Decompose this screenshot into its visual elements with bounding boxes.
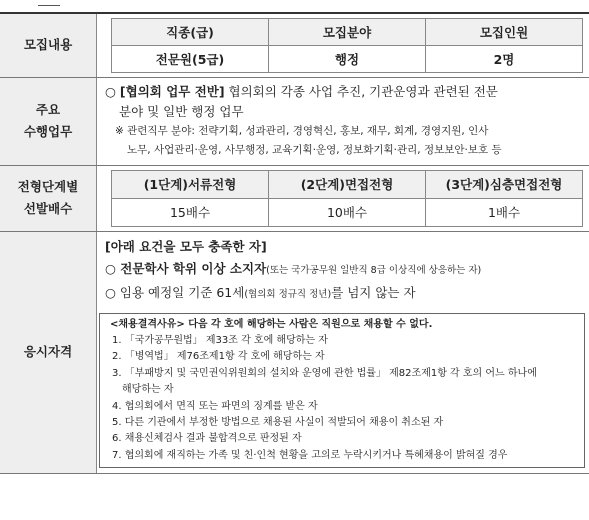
selection-header-row	[112, 170, 583, 198]
recruit-row	[0, 13, 589, 77]
recruit-value-row	[112, 45, 583, 72]
stage-2-value: 10배수	[269, 198, 426, 226]
stage-2-header: (2단계)면접전형	[269, 170, 426, 198]
disqualification-item: 4. 협의회에서 면직 또는 파면의 징계를 받은 자	[112, 400, 318, 412]
value-field: 행정	[269, 45, 426, 72]
disqualification-item: 1. 「국가공무원법」 제33조 각 호에 해당하는 자	[112, 334, 328, 346]
duties-label-2: 수행업무	[23, 124, 73, 139]
col-count: 모집인원	[426, 18, 583, 45]
duties-row	[0, 77, 589, 165]
recruitment-table	[0, 12, 589, 474]
stage-3-header: (3단계)심층면접전형	[426, 170, 583, 198]
value-count: 2명	[426, 45, 583, 72]
selection-row	[0, 165, 589, 231]
value-job-grade: 전문원(5급)	[112, 45, 269, 72]
disqualification-box	[99, 313, 585, 469]
selection-label-2: 선발배수	[23, 201, 73, 216]
duties-main-text-1: 협의회의 각종 사업 추진, 기관운영과 관련된 전문	[224, 83, 498, 99]
duties-note	[105, 122, 583, 160]
requirement-age-a: ○ 임용 예정일 기준 61세	[105, 284, 245, 300]
duties-note-line-1: ※ 관련직무 분야: 전략기획, 성과관리, 경영혁신, 홍보, 재무, 회계, 경영지원, 인사	[115, 124, 489, 137]
recruit-header-row	[112, 18, 583, 45]
col-field: 모집분야	[269, 18, 426, 45]
requirement-age-b: 를 넘지 않는 자	[331, 284, 416, 300]
recruit-label: 모집내용	[0, 13, 97, 77]
requirement-degree-main: ○ 전문학사 학위 이상 소지자	[105, 260, 267, 276]
requirement-degree	[105, 258, 583, 282]
disqualification-item: 3. 「부패방지 및 국민권익위원회의 설치와 운영에 관한 법률」 제82조제1항 각 호의 어느 하나에	[112, 367, 537, 379]
stage-1-header: (1단계)서류전형	[112, 170, 269, 198]
recruit-inner-table	[111, 18, 583, 73]
top-decoration	[0, 0, 589, 6]
selection-value-row	[112, 198, 583, 226]
disqualification-item: 6. 채용신체검사 결과 불합격으로 판정된 자	[112, 433, 302, 445]
qualification-heading: [아래 요건을 모두 충족한 자]	[105, 238, 267, 254]
duties-bullet: ○	[105, 83, 116, 99]
disqualification-item: 2. 「병역법」 제76조제1항 각 호에 해당하는 자	[112, 351, 325, 363]
disqualification-title: <채용결격사유> 다음 각 호에 해당하는 사람은 직원으로 채용할 수 없다.	[110, 318, 433, 330]
qualification-content	[97, 232, 589, 311]
stage-1-value: 15배수	[112, 198, 269, 226]
duties-note-line-2: 노무, 사업관리·운영, 사무행정, 교육기획·운영, 정보화기획·관리, 정보보안·보호 등	[127, 143, 502, 156]
qualification-label: 응시자격	[0, 231, 97, 474]
requirement-age-note: (협의회 정규직 정년)	[244, 288, 332, 300]
stage-3-value: 1배수	[426, 198, 583, 226]
duties-content	[97, 78, 589, 165]
duties-label-1: 주요	[35, 102, 61, 117]
disqualification-item-continuation: 해당하는 자	[122, 384, 174, 396]
duties-main-bold: [협의회 업무 전반]	[119, 83, 225, 99]
selection-label-1: 전형단계별	[17, 179, 79, 194]
duties-main-text-2: 분야 및 일반 행정 업무	[119, 103, 244, 119]
disqualification-item: 5. 다른 기관에서 부정한 방법으로 채용된 사실이 적발되어 채용이 취소된 자	[112, 416, 444, 428]
duties-main	[105, 82, 583, 102]
col-job-grade: 직종(급)	[112, 18, 269, 45]
selection-inner-table	[111, 170, 583, 227]
top-stub-line	[38, 0, 60, 6]
qualification-row	[0, 231, 589, 474]
requirement-degree-note: (또는 국가공무원 일반직 8급 이상직에 상응하는 자)	[266, 264, 482, 276]
disqualification-item: 7. 협의회에 재직하는 가족 및 친·인척 현황을 고의로 누락시키거나 특혜채용이 밝혀질 경우	[112, 449, 508, 461]
requirement-age	[105, 282, 583, 306]
